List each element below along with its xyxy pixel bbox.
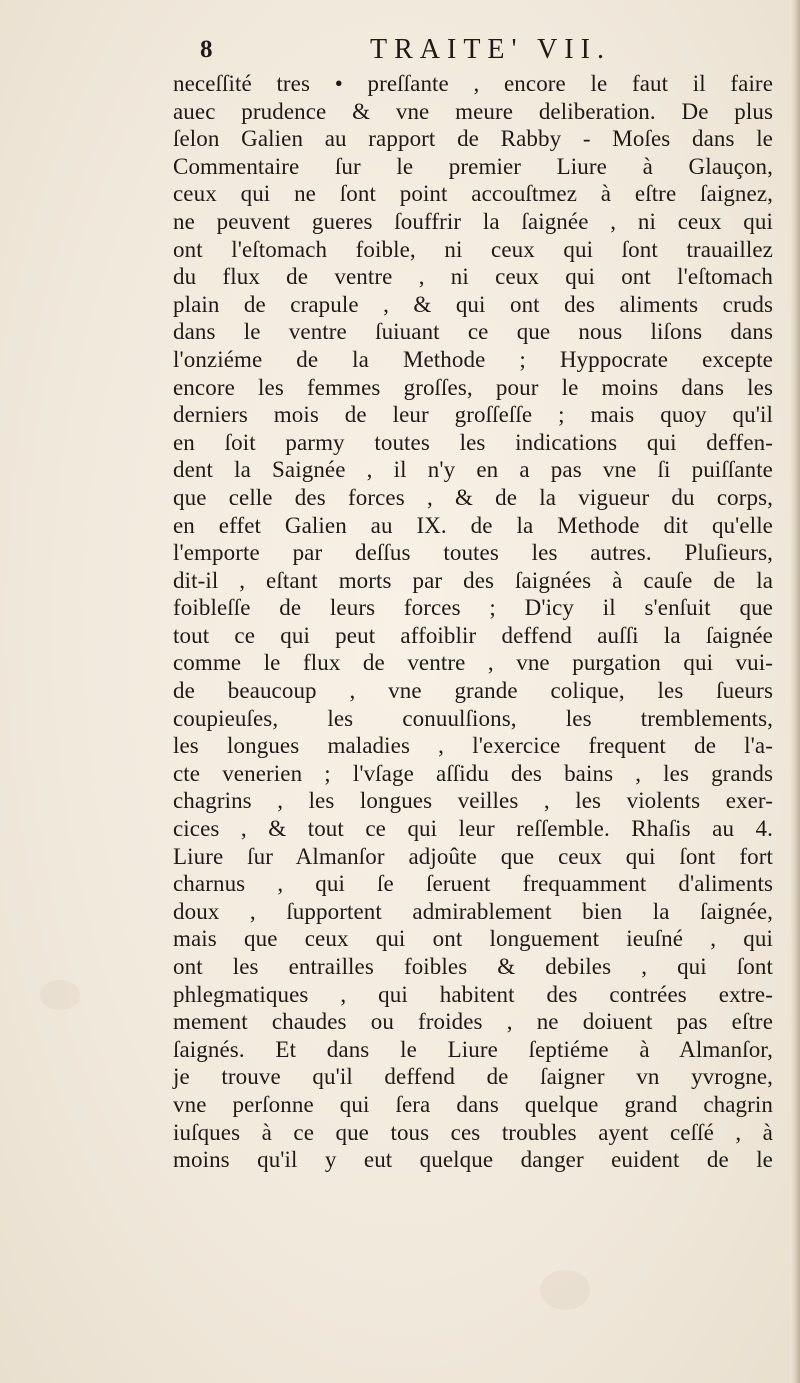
text-line: Commentaire ſur le premier Liure à Glauçon, bbox=[173, 153, 773, 179]
text-line: iuſques à ce que tous ces troubles ayent ceſſé , à bbox=[173, 1119, 773, 1145]
text-line: plain de crapule , & qui ont des aliments cruds bbox=[173, 291, 773, 317]
text-line: ne peuvent gueres ſouffrir la ſaignée , ni ceux qui bbox=[173, 208, 773, 234]
text-line: du flux de ventre , ni ceux qui ont l'eſtomach bbox=[173, 264, 773, 290]
page-edge bbox=[790, 0, 800, 1383]
text-line: dit-il , eſtant morts par des ſaignées à cauſe de la bbox=[173, 567, 773, 593]
text-line: charnus , qui ſe ſeruent frequamment d'aliments bbox=[173, 871, 773, 897]
text-line: en ſoit parmy toutes les indications qui deffen- bbox=[173, 429, 773, 455]
text-line: Liure ſur Almanſor adjoûte que ceux qui ſont fort bbox=[173, 843, 773, 869]
running-title: TRAITE' VII. bbox=[370, 34, 611, 65]
text-line: encore les femmes groſſes, pour le moins dans les bbox=[173, 374, 773, 400]
body-text bbox=[173, 70, 773, 1174]
text-line: mais que ceux qui ont longuement ieuſné , qui bbox=[173, 926, 773, 952]
text-line: ont les entrailles foibles & debiles , qui ſont bbox=[173, 954, 773, 979]
text-line: ſaignés. Et dans le Liure ſeptiéme à Almanſor, bbox=[173, 1036, 773, 1062]
text-line: coupieuſes, les conuulſions, les tremblements, bbox=[173, 705, 773, 731]
text-line: mement chaudes ou froides , ne doiuent pas eſtre bbox=[173, 1009, 773, 1035]
text-line: que celle des forces , & de la vigueur du corps, bbox=[173, 484, 773, 510]
page-number: 8 bbox=[200, 36, 214, 63]
paper-stain bbox=[40, 980, 80, 1010]
text-line: moins qu'il y eut quelque danger euident de le bbox=[173, 1147, 773, 1173]
text-line: l'emporte par deſſus toutes les autres. Pluſieurs, bbox=[173, 540, 773, 566]
text-line: en effet Galien au IX. de la Methode dit qu'elle bbox=[173, 512, 773, 538]
page-header bbox=[200, 34, 720, 70]
text-line: neceſſité tres • preſſante , encore le faut il faire bbox=[173, 71, 773, 96]
text-line: ceux qui ne ſont point accouſtmez à eſtre ſaignez, bbox=[173, 181, 773, 207]
text-line: foibleſſe de leurs forces ; D'icy il s'enſuit que bbox=[173, 595, 773, 621]
text-line: phlegmatiques , qui habitent des contrées extre- bbox=[173, 981, 773, 1007]
text-line: chagrins , les longues veilles , les violents exer- bbox=[173, 788, 773, 814]
text-line: les longues maladies , l'exercice frequent de l'a- bbox=[173, 733, 773, 759]
text-line: ſelon Galien au rapport de Rabby - Moſes dans le bbox=[173, 126, 773, 152]
text-line: de beaucoup , vne grande colique, les ſueurs bbox=[173, 678, 773, 704]
text-line: cte venerien ; l'vſage aſſidu des bains , les grands bbox=[173, 760, 773, 786]
text-line: vne perſonne qui ſera dans quelque grand chagrin bbox=[173, 1091, 773, 1117]
text-line: je trouve qu'il deffend de ſaigner vn yvrogne, bbox=[173, 1064, 773, 1090]
text-line: doux , ſupportent admirablement bien la ſaignée, bbox=[173, 898, 773, 924]
text-line: comme le flux de ventre , vne purgation qui vui- bbox=[173, 650, 773, 676]
text-line: dans le ventre ſuiuant ce que nous liſons dans bbox=[173, 319, 773, 345]
text-line: l'onziéme de la Methode ; Hyppocrate excepte bbox=[173, 346, 773, 372]
text-line: cices , & tout ce qui leur reſſemble. Rhaſis au 4. bbox=[173, 816, 773, 842]
text-line: auec prudence & vne meure deliberation. De plus bbox=[173, 98, 773, 124]
text-line: tout ce qui peut affoiblir deffend auſſi la ſaignée bbox=[173, 622, 773, 648]
paper-stain bbox=[540, 1270, 590, 1310]
text-line: ont l'eſtomach foible, ni ceux qui ſont trauaillez bbox=[173, 236, 773, 262]
text-line: derniers mois de leur groſſeſſe ; mais quoy qu'il bbox=[173, 402, 773, 428]
text-line: dent la Saignée , il n'y en a pas vne ſi puiſſante bbox=[173, 457, 773, 483]
